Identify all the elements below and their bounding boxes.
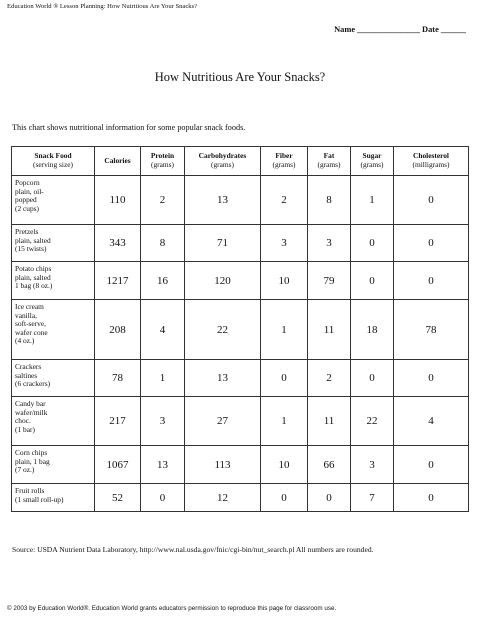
- source-note: Source: USDA Nutrient Data Laboratory, http://www.nal.usda.gov/fnic/cgi-bin/nut_search.pl All numbers are rounded.: [12, 545, 374, 554]
- page-title: How Nutritious Are Your Snacks?: [154, 70, 326, 84]
- snack-food-line: 1 bag (8 oz.): [15, 281, 53, 291]
- snack-food-line: saltines: [15, 370, 38, 380]
- table-row: [12, 262, 469, 300]
- snack-food-line: (1 bar): [15, 424, 35, 434]
- value-cell: 3: [261, 225, 308, 262]
- snack-food-line: soft-serve,: [15, 319, 46, 329]
- value-cell: 78: [394, 300, 469, 360]
- snack-food-line: plain, salted: [15, 272, 51, 282]
- value-cell: 3: [308, 225, 351, 262]
- value-cell: 0: [261, 360, 308, 397]
- snack-food-cell: [12, 360, 95, 397]
- col-header-fiber: Fiber (grams): [261, 147, 308, 176]
- snack-food-line: choc.: [15, 416, 31, 426]
- value-cell: 0: [394, 262, 469, 300]
- table-row: [12, 176, 469, 225]
- value-cell: 27: [185, 397, 261, 446]
- snack-food-line: (7 oz.): [15, 465, 35, 475]
- value-cell: 2: [261, 176, 308, 225]
- snack-food-line: (1 small roll-up): [15, 494, 64, 504]
- nutrition-table: [11, 146, 469, 512]
- value-cell: 8: [141, 225, 185, 262]
- snack-food-line: Ice cream: [15, 302, 44, 311]
- value-cell: 0: [394, 225, 469, 262]
- snack-food-line: (15 twists): [15, 244, 47, 254]
- value-cell: 13: [141, 446, 185, 484]
- value-cell: 16: [141, 262, 185, 300]
- value-cell: 1: [141, 360, 185, 397]
- snack-food-line: Corn chips: [15, 448, 48, 457]
- value-cell: 11: [308, 397, 351, 446]
- value-cell: 0: [351, 225, 394, 262]
- table-row: [12, 484, 469, 512]
- copyright-note: © 2003 by Education World®. Education World grants educators permission to reproduce this page for classroom use.: [7, 605, 337, 612]
- value-cell: 3: [351, 446, 394, 484]
- value-cell: 66: [308, 446, 351, 484]
- snack-food-line: Fruit rolls: [15, 486, 45, 495]
- value-cell: 0: [394, 446, 469, 484]
- value-cell: 13: [185, 360, 261, 397]
- table-header-row: [12, 147, 469, 176]
- value-cell: 11: [308, 300, 351, 360]
- snack-food-line: popped: [15, 195, 37, 205]
- snack-food-line: Pretzels: [15, 227, 39, 236]
- snack-food-line: Candy bar: [15, 399, 46, 408]
- value-cell: 343: [95, 225, 141, 262]
- table-row: [12, 446, 469, 484]
- snack-food-line: Popcorn: [15, 178, 40, 187]
- value-cell: 12: [185, 484, 261, 512]
- snack-food-line: (2 cups): [15, 203, 40, 213]
- snack-food-line: wafer cone: [15, 327, 48, 337]
- snack-food-line: (6 crackers): [15, 379, 51, 389]
- snack-food-cell: [12, 176, 95, 225]
- col-header-fat: Fat (grams): [308, 147, 351, 176]
- table-row: [12, 360, 469, 397]
- value-cell: 1217: [95, 262, 141, 300]
- value-cell: 10: [261, 446, 308, 484]
- col-header-protein: Protein (grams): [141, 147, 185, 176]
- value-cell: 113: [185, 446, 261, 484]
- table-row: [12, 397, 469, 446]
- value-cell: 4: [394, 397, 469, 446]
- snack-food-cell: [12, 262, 95, 300]
- snack-food-cell: [12, 225, 95, 262]
- value-cell: 4: [141, 300, 185, 360]
- value-cell: 79: [308, 262, 351, 300]
- value-cell: 217: [95, 397, 141, 446]
- value-cell: 18: [351, 300, 394, 360]
- snack-food-line: plain, oil-: [15, 186, 44, 196]
- value-cell: 1: [351, 176, 394, 225]
- snack-food-line: plain, salted: [15, 235, 51, 245]
- snack-food-cell: [12, 446, 95, 484]
- snack-food-line: Crackers: [15, 362, 42, 371]
- table-row: [12, 300, 469, 360]
- snack-food-line: vanilla,: [15, 310, 37, 320]
- value-cell: 208: [95, 300, 141, 360]
- table-row: [12, 225, 469, 262]
- value-cell: 0: [141, 484, 185, 512]
- snack-food-line: plain, 1 bag: [15, 456, 50, 466]
- value-cell: 0: [308, 484, 351, 512]
- value-cell: 2: [141, 176, 185, 225]
- value-cell: 1: [261, 397, 308, 446]
- name-date-line: Name _______________ Date ______: [334, 25, 466, 34]
- col-header-calories: Calories: [95, 147, 141, 176]
- snack-food-cell: [12, 397, 95, 446]
- snack-food-cell: [12, 300, 95, 360]
- top-note: Education World ® Lesson Planning: How Nutritious Are Your Snacks?: [7, 3, 198, 10]
- value-cell: 0: [261, 484, 308, 512]
- value-cell: 0: [394, 176, 469, 225]
- col-header-sugar: Sugar (grams): [351, 147, 394, 176]
- value-cell: 1067: [95, 446, 141, 484]
- value-cell: 120: [185, 262, 261, 300]
- col-header-carbohydrates: Carbohydrates (grams): [185, 147, 261, 176]
- value-cell: 0: [351, 360, 394, 397]
- value-cell: 0: [394, 360, 469, 397]
- value-cell: 3: [141, 397, 185, 446]
- col-header-snack-food: Snack Food (serving size): [12, 147, 95, 176]
- value-cell: 71: [185, 225, 261, 262]
- value-cell: 2: [308, 360, 351, 397]
- value-cell: 52: [95, 484, 141, 512]
- value-cell: 22: [351, 397, 394, 446]
- col-header-cholesterol: Cholesterol (milligrams): [394, 147, 469, 176]
- snack-food-line: Potato chips: [15, 264, 52, 273]
- value-cell: 8: [308, 176, 351, 225]
- value-cell: 1: [261, 300, 308, 360]
- value-cell: 78: [95, 360, 141, 397]
- value-cell: 22: [185, 300, 261, 360]
- snack-food-line: wafer/milk: [15, 407, 48, 417]
- value-cell: 110: [95, 176, 141, 225]
- snack-food-line: (4 oz.): [15, 336, 35, 346]
- value-cell: 7: [351, 484, 394, 512]
- snack-food-cell: [12, 484, 95, 512]
- intro-text: This chart shows nutritional information for some popular snack foods.: [12, 123, 246, 132]
- value-cell: 10: [261, 262, 308, 300]
- value-cell: 13: [185, 176, 261, 225]
- value-cell: 0: [394, 484, 469, 512]
- value-cell: 0: [351, 262, 394, 300]
